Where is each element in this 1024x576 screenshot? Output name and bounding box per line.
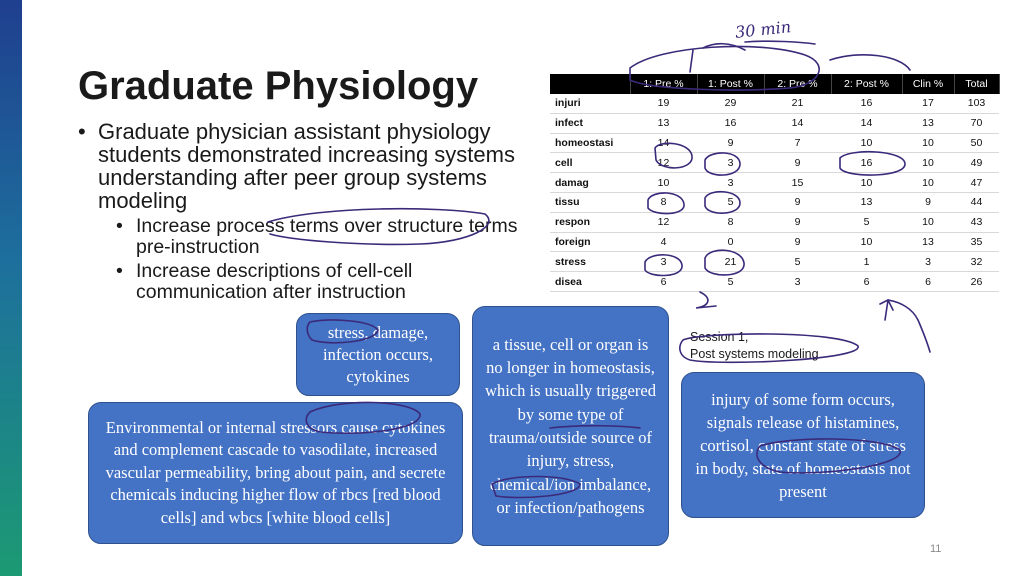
table-cell: 14 [630,133,697,153]
table-row [550,232,999,252]
term-frequency-table [550,74,1000,292]
table-cell: 8 [697,212,764,232]
table-cell: 9 [902,192,954,212]
table-header: 2: Pre % [764,74,831,94]
table-cell: 9 [764,153,831,173]
table-cell: 70 [954,113,999,133]
table-cell: 10 [831,173,902,193]
table-row [550,153,999,173]
ink-circle-header-2 [830,55,910,70]
session-line-2: Post systems modeling [690,347,819,361]
note-box-tissue [472,306,669,546]
table-row [550,173,999,193]
note-text: a tissue, cell or organ is no longer in homeostasis, which is usually triggered by some type of trauma/outside source of injury, stress, chemical/ion imbalance, or infection/pathogens [485,334,656,517]
table-cell: 21 [764,94,831,113]
row-label: respon [550,212,630,232]
note-text: injury of some form occurs, signals release of histamines, cortisol, constant state of stress in body, state of homeostasis not present [695,389,911,501]
table-cell: 10 [902,173,954,193]
table-cell: 44 [954,192,999,212]
table-cell: 15 [764,173,831,193]
table-row [550,94,999,113]
table-cell: 10 [902,153,954,173]
table-cell: 9 [764,232,831,252]
table-cell: 13 [630,113,697,133]
table-cell: 3 [697,173,764,193]
bullet-list [78,120,518,302]
bullet-sub-2: • Increase descriptions of cell-cell communication after instruction [78,261,518,302]
table-cell: 9 [764,212,831,232]
table-cell: 6 [630,272,697,292]
row-label: injuri [550,94,630,113]
slide-title: Graduate Physiology [78,64,479,108]
session-line-1: Session 1, [690,330,749,344]
table-cell: 21 [697,252,764,272]
table-cell: 49 [954,153,999,173]
table-row [550,192,999,212]
table-cell: 4 [630,232,697,252]
row-label: tissu [550,192,630,212]
table-cell: 7 [764,133,831,153]
note-box-injury [681,372,925,518]
row-label: disea [550,272,630,292]
table-cell: 16 [831,153,902,173]
table-cell: 50 [954,133,999,153]
table-cell: 10 [831,133,902,153]
table-cell: 14 [764,113,831,133]
table-cell: 10 [630,173,697,193]
table-cell: 16 [831,94,902,113]
table-row [550,252,999,272]
table-cell: 16 [697,113,764,133]
handwritten-note: 30 min [734,17,792,42]
table-cell: 17 [902,94,954,113]
table-cell: 47 [954,173,999,193]
table-cell: 12 [630,212,697,232]
note-box-stress [296,313,460,396]
table-cell: 3 [764,272,831,292]
bullet-main: • Graduate physician assistant physiology students demonstrated increasing systems understanding after peer group systems modeling [78,120,518,212]
row-label: cell [550,153,630,173]
table-cell: 13 [831,192,902,212]
ink-arrow-up [880,300,930,352]
row-label: stress [550,252,630,272]
table-cell: 6 [902,272,954,292]
table-row [550,113,999,133]
ink-underline-note [745,41,815,44]
session-label [690,329,819,363]
table-header: Total [954,74,999,94]
table-cell: 3 [902,252,954,272]
table-cell: 10 [831,232,902,252]
table-cell: 1 [831,252,902,272]
table-cell: 12 [630,153,697,173]
table-cell: 19 [630,94,697,113]
table-cell: 9 [697,133,764,153]
ink-stroke-header [690,44,745,72]
table-cell: 10 [902,212,954,232]
table-cell: 6 [831,272,902,292]
row-label: foreign [550,232,630,252]
table-cell: 9 [764,192,831,212]
table-header: 2: Post % [831,74,902,94]
bullet-sub-1: • Increase process terms over structure terms pre-instruction [78,216,518,257]
table-cell: 5 [764,252,831,272]
ink-arrow-down [696,292,716,308]
table-row [550,133,999,153]
page-number: 11 [930,543,942,555]
row-label: infect [550,113,630,133]
table-cell: 43 [954,212,999,232]
table-cell: 5 [697,192,764,212]
table-row [550,272,999,292]
note-box-environmental [88,402,463,544]
table-cell: 3 [630,252,697,272]
table-cell: 5 [697,272,764,292]
row-label: damag [550,173,630,193]
note-text: stress, damage, infection occurs, cytokines [323,322,433,386]
table-cell: 35 [954,232,999,252]
table-cell: 10 [902,133,954,153]
side-accent-bar [0,0,22,576]
table-header [550,74,630,94]
table-cell: 32 [954,252,999,272]
note-text: Environmental or internal stressors cause cytokines and complement cascade to vasodilate, increased vascular permeability, bring about pain, and secrete chemicals inducing higher flow of rbcs [red blood cells] and wbcs [white blood cells] [105,417,446,527]
table-cell: 29 [697,94,764,113]
table-header: 1: Pre % [630,74,697,94]
table-cell: 13 [902,232,954,252]
table-cell: 5 [831,212,902,232]
table-row [550,212,999,232]
table-header-row [550,74,999,94]
table-cell: 3 [697,153,764,173]
table-cell: 103 [954,94,999,113]
table-header: 1: Post % [697,74,764,94]
table-cell: 8 [630,192,697,212]
row-label: homeostasi [550,133,630,153]
table-cell: 14 [831,113,902,133]
table-cell: 0 [697,232,764,252]
table-cell: 13 [902,113,954,133]
table-cell: 26 [954,272,999,292]
table-header: Clin % [902,74,954,94]
